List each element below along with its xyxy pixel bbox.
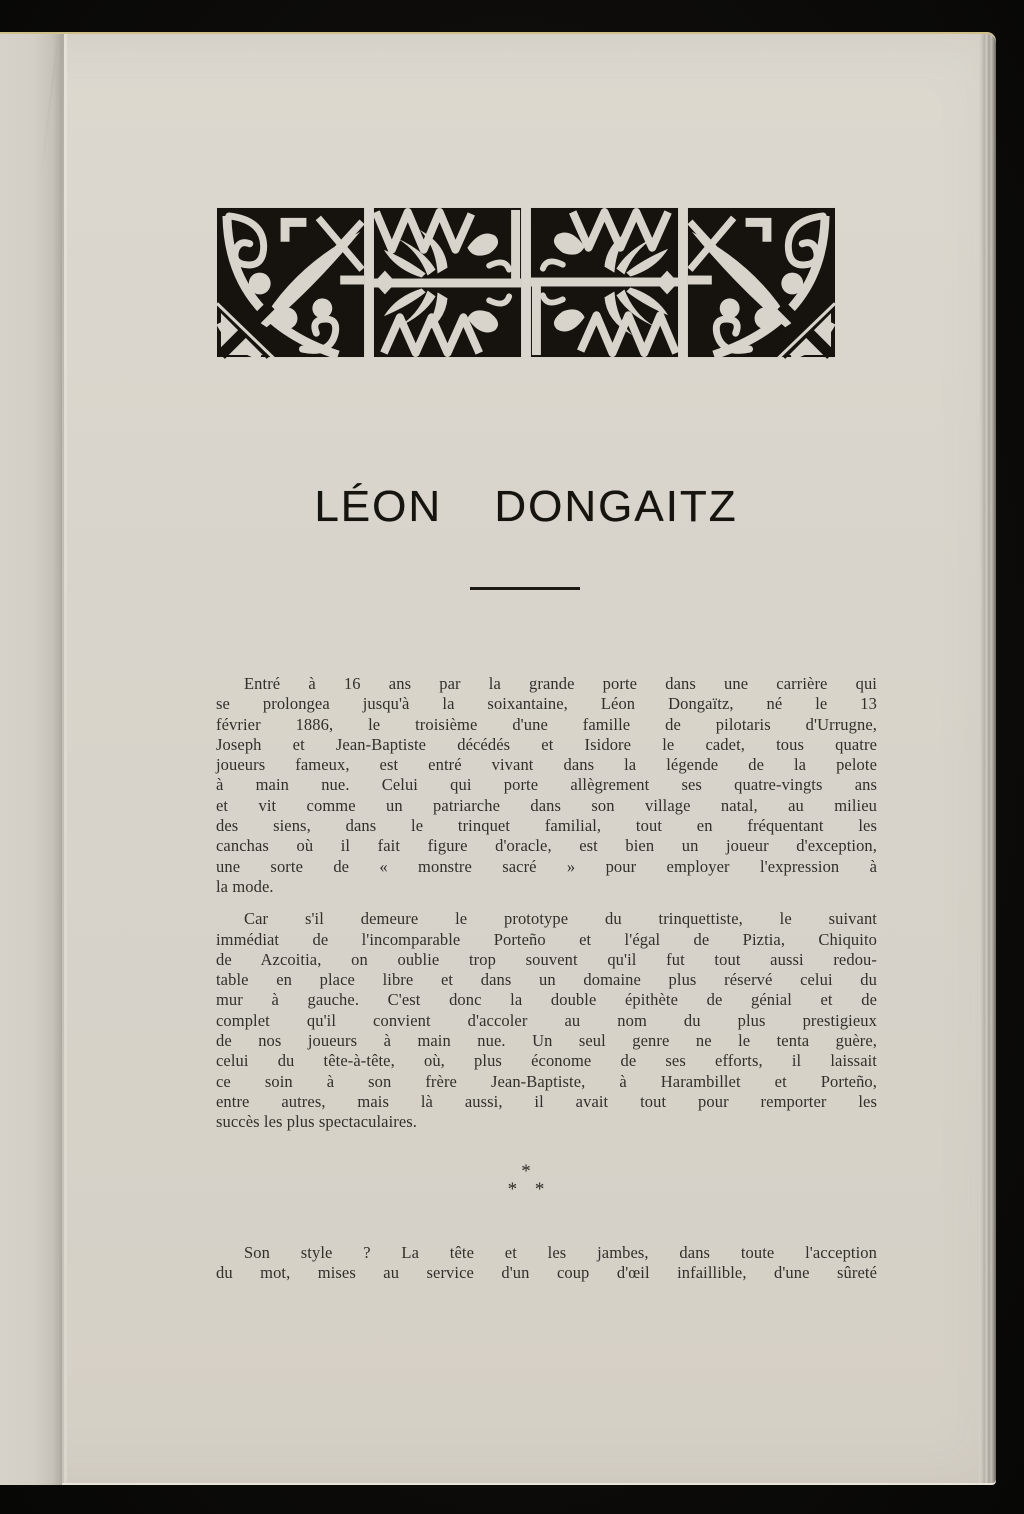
asterism-bottom: * *: [507, 1179, 545, 1200]
text-line: des siens, dans le trinquet familial, tout en fréquentant les: [216, 816, 877, 836]
gutter-highlight: [64, 34, 67, 1483]
text-line: mur à gauche. C'est donc la double épithète de génial et de: [216, 990, 877, 1010]
text-line: du mot, mises au service d'un coup d'œil infaillible, d'une sûreté: [216, 1263, 877, 1283]
body-text-continued: [216, 1243, 877, 1284]
text-line: Son style ? La tête et les jambes, dans toute l'acception: [244, 1243, 877, 1262]
chapter-title: LÉON DONGAITZ: [314, 482, 738, 531]
paragraph: [216, 909, 877, 1132]
ornament-band: [215, 205, 837, 360]
ornament-graphic: [215, 205, 837, 360]
text-line: Entré à 16 ans par la grande porte dans une carrière qui: [244, 674, 877, 693]
text-line: table en place libre et dans un domaine plus réservé celui du: [216, 970, 877, 990]
text-line: de Azcoitia, on oublie trop souvent qu'il fut tout aussi redou-: [216, 949, 877, 969]
text-line: joueurs fameux, est entré vivant dans la légende de la pelote: [216, 755, 877, 775]
title-rule: [470, 587, 580, 590]
text-line: ce soin à son frère Jean-Baptiste, à Harambillet et Porteño,: [216, 1071, 877, 1091]
body-text: [216, 674, 877, 1133]
text-line: immédiat de l'incomparable Porteño et l'égal de Piztia, Chiquito: [216, 929, 877, 949]
page-edge-stack: [979, 34, 996, 1483]
text-line: février 1886, le troisième d'une famille de pilotaris d'Urrugne,: [216, 714, 877, 734]
text-line: se prolongea jusqu'à la soixantaine, Léon Dongaïtz, né le 13: [216, 694, 877, 714]
text-line: la mode.: [216, 876, 274, 896]
text-line: celui du tête-à-tête, où, plus économe de ses efforts, il laissait: [216, 1051, 877, 1071]
asterism-top: *: [521, 1161, 531, 1182]
text-line: de nos joueurs à main nue. Un seul genre ne le tenta guère,: [216, 1031, 877, 1051]
text-line: et vit comme un patriarche dans son village natal, au milieu: [216, 795, 877, 815]
book-page: [0, 32, 996, 1485]
text-line: entre autres, mais là aussi, il avait tout pour remporter les: [216, 1091, 877, 1111]
text-line: Car s'il demeure le prototype du trinquettiste, le suivant: [244, 909, 877, 929]
paragraph: [216, 674, 877, 897]
text-line: complet qu'il convient d'accoler au nom du plus prestigieux: [216, 1010, 877, 1030]
text-line: à main nue. Celui qui porte allègrement ses quatre-vingts ans: [216, 775, 877, 795]
text-line: succès les plus spectaculaires.: [216, 1112, 418, 1132]
text-line: une sorte de « monstre sacré » pour employer l'expression à: [216, 856, 877, 876]
text-line: canchas où il fait figure d'oracle, est bien un joueur d'exception,: [216, 836, 877, 856]
asterism-divider: [215, 1163, 837, 1199]
page-gutter: [0, 34, 62, 1485]
paragraph: [216, 1243, 877, 1284]
text-line: Joseph et Jean-Baptiste décédés et Isidore le cadet, tous quatre: [216, 734, 877, 754]
